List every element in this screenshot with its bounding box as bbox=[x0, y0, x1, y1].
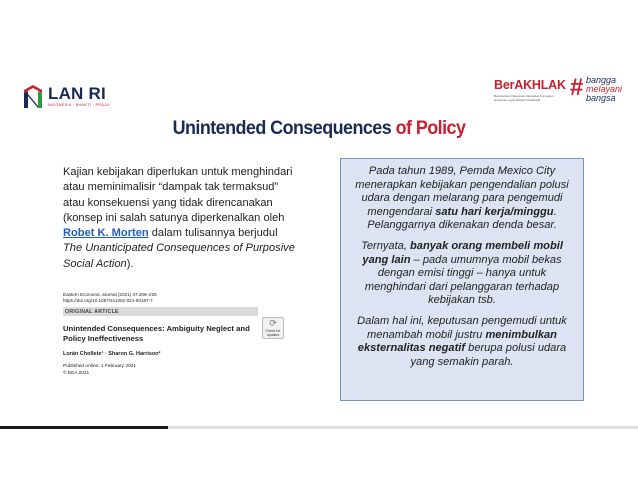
berakhlak-logo bbox=[494, 78, 566, 108]
left-text-3: dalam tulisannya berjudul bbox=[148, 227, 278, 240]
slide-title bbox=[26, 117, 613, 140]
left-text-1: Kajian kebijakan diperlukan untuk menghindari atau meminimalisir “dampak tak termaksud” atau konsekuensi yang tidak direncanakan ( bbox=[63, 166, 293, 224]
case-paragraph-1 bbox=[349, 165, 575, 233]
footer-accent bbox=[0, 426, 168, 429]
paper-title: Unintended Consequences: Ambiguity Neglect and Policy Ineffectiveness bbox=[63, 324, 250, 343]
lanri-tagline: INDONESIA · BHAKTI · PRAJA bbox=[48, 103, 110, 107]
paper-published: Published online: 1 February 2021 bbox=[63, 364, 137, 369]
bangga-line-2: melayani bbox=[586, 84, 623, 94]
case-1-text-bold: satu hari kerja/minggu bbox=[435, 205, 554, 218]
paper-banner bbox=[63, 307, 258, 316]
refresh-icon: ⟳ bbox=[269, 318, 277, 328]
case-3-text-bold: menimbulkan eksternalitas negatif bbox=[357, 328, 557, 355]
left-paragraph bbox=[63, 165, 298, 272]
book-title: The Unanticipated Consequences of Purposive Social Action bbox=[63, 242, 295, 270]
paper-doi: https://doi.org/10.1057/s41302-021-00187-7 bbox=[63, 298, 153, 303]
bangga-melayani-text bbox=[586, 76, 622, 103]
paper-journal: Eastern Economic Journal (2021) 47:206–226 bbox=[63, 292, 157, 297]
paper-copyright: © EEA 2021 bbox=[63, 370, 90, 376]
paper-banner-label: ORIGINAL ARTICLE bbox=[65, 308, 119, 315]
case-paragraph-3 bbox=[349, 315, 575, 369]
bangga-line-1: bangga bbox=[586, 75, 617, 85]
author-link[interactable]: Robet K. Morten bbox=[63, 227, 149, 240]
check-for-updates-label: Check for updates bbox=[265, 329, 281, 337]
check-for-updates-badge bbox=[262, 317, 284, 339]
left-text-4: ). bbox=[126, 257, 134, 270]
bangga-melayani-logo bbox=[570, 74, 630, 108]
lanri-name: LAN RI bbox=[48, 84, 106, 103]
title-part-2: of Policy bbox=[391, 117, 466, 139]
lanri-logo bbox=[22, 84, 142, 114]
case-2-text-c: – pada umumnya mobil bekas dengan emisi tinggi – hanya untuk menghindari dari pelanggaran terhadap kebijakan tsb. bbox=[364, 253, 562, 307]
case-3-text-c: berupa polusi udara yang semakin parah. bbox=[410, 342, 567, 368]
berakhlak-word: BerAKHLAK bbox=[494, 78, 566, 92]
lanri-emblem-icon bbox=[22, 84, 44, 110]
title-part-1: Unintended Consequences bbox=[172, 117, 392, 139]
case-2-text-a: Ternyata, bbox=[361, 239, 411, 252]
case-study-box bbox=[340, 158, 584, 401]
case-1-text-c: . Pelanggarnya dikenakan denda besar. bbox=[367, 205, 557, 232]
paper-journal-info bbox=[63, 292, 157, 304]
case-paragraph-2 bbox=[349, 240, 575, 308]
paper-publication-info bbox=[63, 364, 136, 377]
case-2-text-bold: banyak orang membeli mobil yang lain bbox=[362, 239, 563, 266]
case-3-text-a: Dalam hal ini, keputusan pengemudi untuk menambah mobil justru bbox=[357, 314, 567, 341]
berakhlak-subtitle: Berorientasi Pelayanan Akuntabel Kompeten Harmonis Loyal Adaptif Kolaboratif bbox=[494, 94, 554, 102]
paper-authors: Lorán Chollete¹ · Sharon G. Harrison² bbox=[63, 351, 161, 357]
paper-excerpt bbox=[63, 292, 285, 400]
left-text-2: konsep ini salah satunya diperkenalkan oleh bbox=[66, 211, 285, 224]
bangga-line-3: bangsa bbox=[586, 93, 616, 103]
case-1-text-a: Pada tahun 1989, Pemda Mexico City menerapkan kebijakan pengendalian polusi udara dengan melarang para pengemudi mengendarai bbox=[355, 165, 569, 218]
hashtag-icon: # bbox=[570, 74, 584, 101]
